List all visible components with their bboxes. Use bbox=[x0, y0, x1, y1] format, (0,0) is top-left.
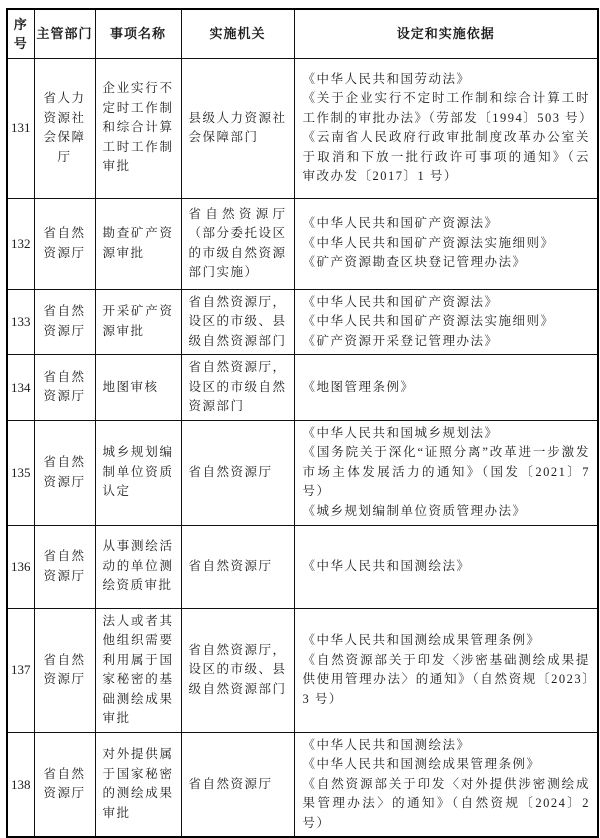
cell-serial-number: 138 bbox=[7, 732, 34, 837]
cell-item-name: 地图审核 bbox=[95, 355, 181, 421]
basis-line: 《中华人民共和国测绘法》 bbox=[302, 737, 471, 752]
cell-serial-number: 135 bbox=[7, 420, 34, 525]
table-row bbox=[7, 355, 598, 421]
cell-department: 省自然资源厅 bbox=[34, 525, 95, 608]
basis-line: 《中华人民共和国劳动法》 bbox=[302, 71, 471, 86]
table-row bbox=[7, 608, 598, 732]
header-department: 主管部门 bbox=[34, 9, 95, 58]
cell-agency: 省自然资源厅 bbox=[181, 420, 294, 525]
cell-agency: 省自然资源厅 bbox=[181, 525, 294, 608]
cell-agency: 省自然资源厅（部分委托设区的市级自然资源部门实施） bbox=[181, 198, 294, 289]
cell-basis bbox=[294, 732, 598, 837]
cell-basis bbox=[294, 608, 598, 732]
header-serial-number: 序号 bbox=[7, 9, 34, 58]
cell-serial-number: 134 bbox=[7, 355, 34, 421]
cell-serial-number: 132 bbox=[7, 198, 34, 289]
cell-department: 省自然资源厅 bbox=[34, 732, 95, 837]
table-row bbox=[7, 58, 598, 198]
cell-agency: 省自然资源厅，设区的市级自然资源部门 bbox=[181, 355, 294, 421]
cell-serial-number: 137 bbox=[7, 608, 34, 732]
cell-department: 省人力资源社会保障厅 bbox=[34, 58, 95, 198]
basis-line: 《中华人民共和国矿产资源法实施细则》 bbox=[302, 235, 555, 250]
cell-item-name: 法人或者其他组织需要利用属于国家秘密的基础测绘成果审批 bbox=[95, 608, 181, 732]
cell-department: 省自然资源厅 bbox=[34, 420, 95, 525]
basis-line: 《中华人民共和国矿产资源法实施细则》 bbox=[302, 314, 555, 328]
cell-basis bbox=[294, 355, 598, 421]
cell-basis bbox=[294, 525, 598, 608]
basis-line: 《中华人民共和国测绘法》 bbox=[302, 558, 471, 573]
table-row bbox=[7, 198, 598, 289]
header-basis: 设定和实施依据 bbox=[294, 9, 598, 58]
basis-line: 《自然资源部关于印发〈对外提供涉密测绘成果管理办法〉的通知》（自然资规〔2024〕2 号） bbox=[302, 776, 590, 830]
cell-agency: 省自然资源厅，设区的市级、县级自然资源部门 bbox=[181, 608, 294, 732]
cell-item-name: 城乡规划编制单位资质认定 bbox=[95, 420, 181, 525]
basis-line: 《矿产资源勘查区块登记管理办法》 bbox=[302, 255, 527, 270]
basis-line: 《中华人民共和国矿产资源法》 bbox=[302, 294, 499, 309]
cell-department: 省自然资源厅 bbox=[34, 355, 95, 421]
basis-line: 《中华人民共和国测绘成果管理条例》 bbox=[302, 633, 541, 647]
header-agency: 实施机关 bbox=[181, 9, 294, 58]
cell-basis bbox=[294, 420, 598, 525]
table-row bbox=[7, 420, 598, 525]
cell-department: 省自然资源厅 bbox=[34, 289, 95, 355]
cell-item-name: 对外提供属于国家秘密的测绘成果审批 bbox=[95, 732, 181, 837]
cell-item-name: 开采矿产资源审批 bbox=[95, 289, 181, 355]
cell-department: 省自然资源厅 bbox=[34, 198, 95, 289]
cell-department: 省自然资源厅 bbox=[34, 608, 95, 732]
cell-serial-number: 133 bbox=[7, 289, 34, 355]
table-header-row bbox=[7, 9, 598, 58]
cell-agency: 省自然资源厅，设区的市级、县级自然资源部门 bbox=[181, 289, 294, 355]
cell-basis bbox=[294, 198, 598, 289]
table-row bbox=[7, 525, 598, 608]
basis-line: 《国务院关于深化“证照分离”改革进一步激发市场主体发展活力的通知》（国发〔2021〕7 号） bbox=[302, 445, 590, 499]
cell-agency: 省自然资源厅 bbox=[181, 732, 294, 837]
table-row bbox=[7, 289, 598, 355]
cell-basis bbox=[294, 289, 598, 355]
basis-line: 《中华人民共和国测绘成果管理条例》 bbox=[302, 757, 541, 771]
cell-basis bbox=[294, 58, 598, 198]
basis-line: 《云南省人民政府行政审批制度改革办公室关于取消和下放一批行政许可事项的通知》（云审改办发〔2017〕1 号） bbox=[302, 130, 590, 183]
table-row bbox=[7, 732, 598, 837]
basis-line: 《中华人民共和国城乡规划法》 bbox=[302, 425, 499, 440]
basis-line: 《中华人民共和国矿产资源法》 bbox=[302, 216, 499, 231]
cell-item-name: 从事测绘活动的单位测绘资质审批 bbox=[95, 525, 181, 608]
basis-line: 《关于企业实行不定时工作制和综合计算工时工作制的审批办法》（劳部发〔1994〕503 号） bbox=[302, 91, 594, 125]
header-item-name: 事项名称 bbox=[95, 9, 181, 58]
administrative-items-table bbox=[6, 8, 599, 838]
basis-line: 《自然资源部关于印发〈涉密基础测绘成果提供使用管理办法〉的通知》（自然资规〔2023〕3 号） bbox=[302, 652, 590, 706]
basis-line: 《地图管理条例》 bbox=[302, 379, 415, 394]
cell-agency: 县级人力资源社会保障部门 bbox=[181, 58, 294, 198]
basis-line: 《城乡规划编制单位资质管理办法》 bbox=[302, 503, 527, 518]
cell-item-name: 企业实行不定时工作制和综合计算工时工作制审批 bbox=[95, 58, 181, 198]
basis-line: 《矿产资源开采登记管理办法》 bbox=[302, 333, 499, 348]
cell-serial-number: 131 bbox=[7, 58, 34, 198]
cell-item-name: 勘查矿产资源审批 bbox=[95, 198, 181, 289]
cell-serial-number: 136 bbox=[7, 525, 34, 608]
